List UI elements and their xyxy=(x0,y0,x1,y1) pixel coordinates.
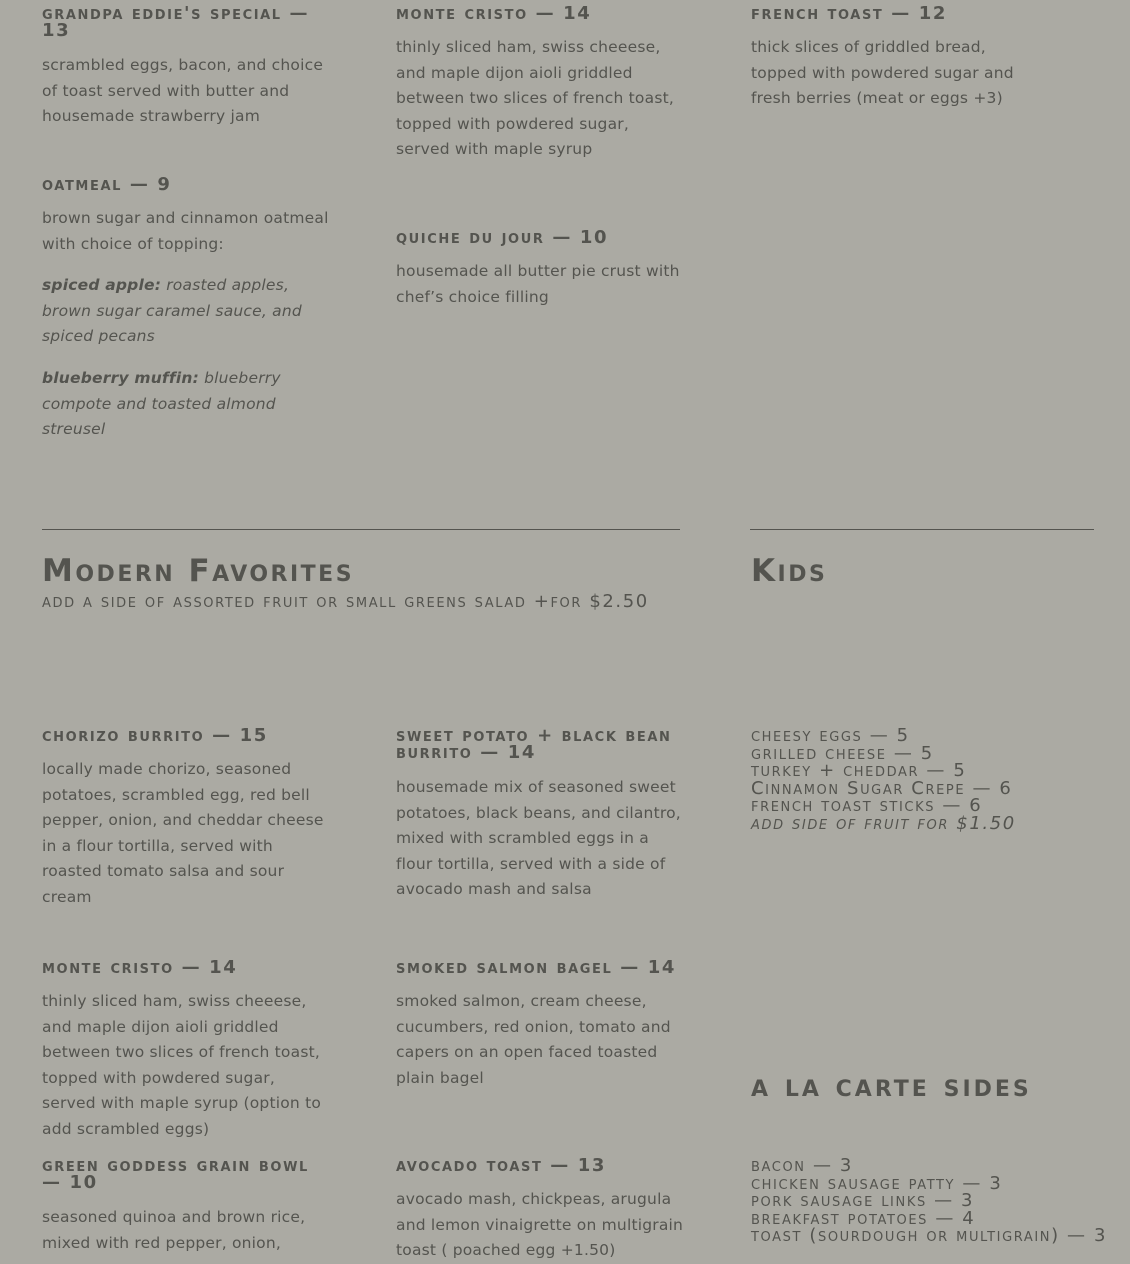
item-title: monte cristo — 14 xyxy=(396,3,592,24)
kids-item: Cinnamon Sugar Crepe — 6 xyxy=(751,777,1013,799)
side-item: pork sausage links — 3 xyxy=(751,1190,975,1212)
side-item: chicken sausage patty — 3 xyxy=(751,1172,1003,1194)
item-description: housemade mix of seasoned sweet potatoes, black beans, and cilantro, mixed with scrambled eggs in a flour tortilla, served with a side of avocado mash and salsa xyxy=(396,778,681,899)
section-title-a-la-carte-sides: a la carte sides xyxy=(751,1068,1032,1104)
menu-item-grandpa-eddies-special xyxy=(42,5,332,130)
sides-list xyxy=(751,1157,1107,1245)
item-title: green goddess grain bowl — 10 xyxy=(42,1155,309,1193)
menu-item-green-goddess-grain-bowl xyxy=(42,1157,332,1256)
item-title: grandpa eddie's special — 13 xyxy=(42,3,310,41)
item-description: thinly sliced ham, swiss cheeese, and maple dijon aioli griddled between two slices of french toast, topped with powdered sugar, served with maple syrup xyxy=(396,38,674,159)
side-item: toast (sourdough or multigrain) — 3 xyxy=(751,1225,1108,1247)
section-title-kids: Kids xyxy=(751,553,828,589)
oatmeal-topping-blueberry-muffin xyxy=(42,366,332,443)
kids-note: add side of fruit for $1.50 xyxy=(751,812,1016,834)
side-item: bacon — 3 xyxy=(751,1155,853,1176)
section-title-modern-favorites: Modern Favorites xyxy=(42,553,355,589)
item-description: avocado mash, chickpeas, arugula and lemon vinaigrette on multigrain toast ( poached egg +1.50) xyxy=(396,1190,684,1260)
item-title: sweet potato + black bean burrito — 14 xyxy=(396,725,672,763)
item-title: avocado toast — 13 xyxy=(396,1155,607,1176)
kids-item: turkey + cheddar — 5 xyxy=(751,760,967,782)
item-description: locally made chorizo, seasoned potatoes, scrambled egg, red bell pepper, onion, and cheddar cheese in a flour tortilla, served with roasted tomato salsa and sour cream xyxy=(42,760,324,906)
oatmeal-topping-spiced-apple xyxy=(42,273,332,350)
item-title: french toast — 12 xyxy=(751,3,947,24)
topping-description: roasted apples, brown sugar caramel sauce, and spiced pecans xyxy=(42,276,302,346)
item-title: smoked salmon bagel — 14 xyxy=(396,957,676,978)
kids-item: french toast sticks — 6 xyxy=(751,795,983,817)
kids-item: grilled cheese — 5 xyxy=(751,742,934,764)
item-description: scrambled eggs, bacon, and choice of toast served with butter and housemade strawberry jam xyxy=(42,56,324,126)
item-description: smoked salmon, cream cheese, cucumbers, red onion, tomato and capers on an open faced toasted plain bagel xyxy=(396,992,671,1087)
topping-name: spiced apple: xyxy=(42,276,162,295)
item-title: quiche du jour — 10 xyxy=(396,227,609,248)
section-subtitle-modern-favorites: add a side of assorted fruit or small greens salad +for $2.50 xyxy=(42,591,649,612)
menu-item-chorizo-burrito xyxy=(42,727,332,911)
topping-description: blueberry compote and toasted almond streusel xyxy=(42,368,281,439)
menu-item-sweet-potato-burrito xyxy=(396,727,684,903)
item-title: monte cristo — 14 xyxy=(42,957,238,978)
menu-item-quiche xyxy=(396,229,684,310)
item-title: oatmeal — 9 xyxy=(42,174,172,195)
item-description: thick slices of griddled bread, topped with powdered sugar and fresh berries (meat or eggs +3) xyxy=(751,38,1014,108)
item-description: housemade all butter pie crust with chef’s choice filling xyxy=(396,262,680,306)
section-divider-kids xyxy=(750,529,1094,530)
item-description: brown sugar and cinnamon oatmeal with choice of topping: xyxy=(42,209,329,253)
item-description: seasoned quinoa and brown rice, mixed with red pepper, onion, xyxy=(42,1208,306,1252)
item-description: thinly sliced ham, swiss cheeese, and maple dijon aioli griddled between two slices of french toast, topped with powdered sugar, served with maple syrup (option to add scrambled eggs) xyxy=(42,992,322,1138)
section-divider-modern xyxy=(42,529,680,530)
kids-menu-list xyxy=(751,727,1016,833)
menu-item-smoked-salmon-bagel xyxy=(396,959,684,1091)
topping-name: blueberry muffin: xyxy=(42,368,199,387)
menu-item-monte-cristo-breakfast xyxy=(396,5,684,163)
menu-item-oatmeal xyxy=(42,176,332,443)
menu-item-monte-cristo-modern xyxy=(42,959,332,1143)
menu-item-french-toast xyxy=(751,5,1016,112)
item-title: chorizo burrito — 15 xyxy=(42,725,268,746)
kids-item: cheesy eggs — 5 xyxy=(751,725,910,746)
menu-item-avocado-toast xyxy=(396,1157,684,1264)
side-item: breakfast potatoes — 4 xyxy=(751,1207,976,1229)
